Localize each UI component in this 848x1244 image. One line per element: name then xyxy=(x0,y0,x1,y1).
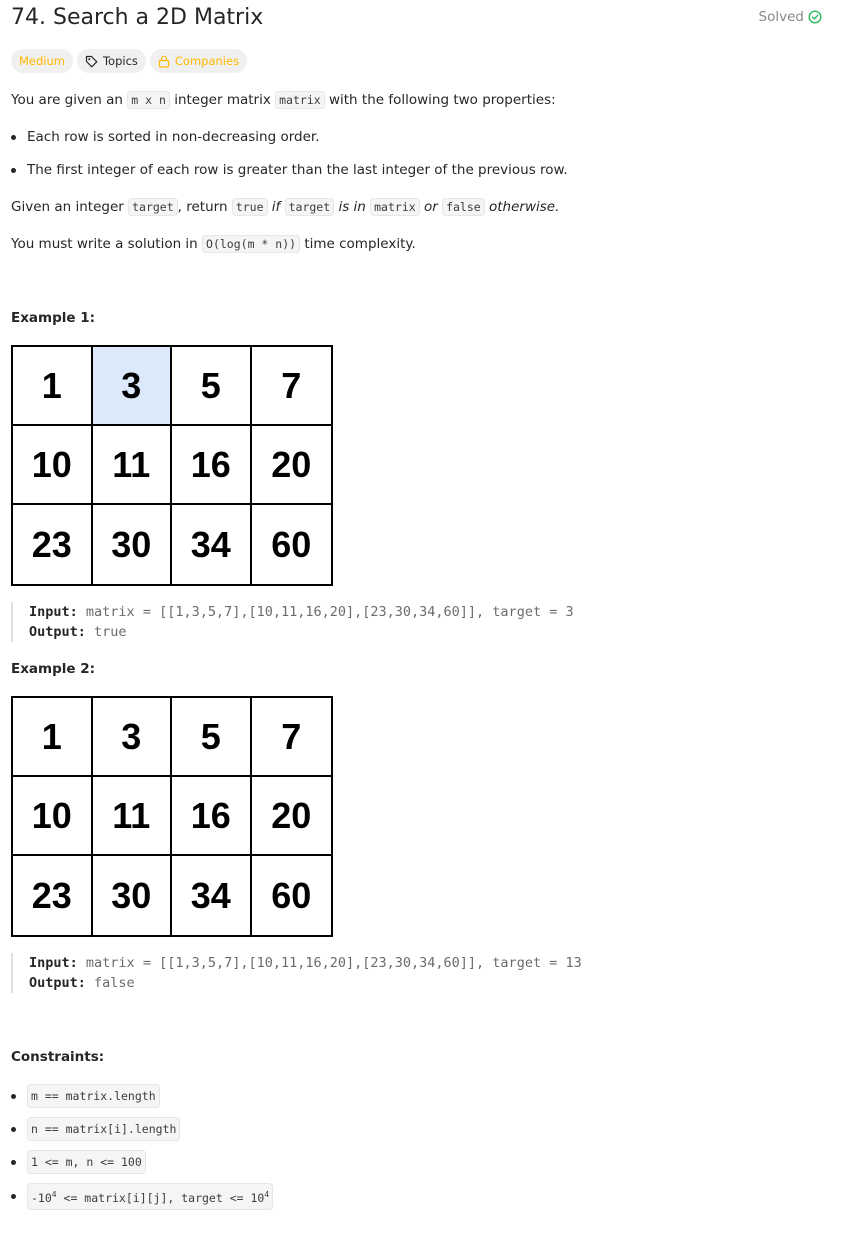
constraints-heading: Constraints: xyxy=(11,1049,105,1065)
matrix-cell: 20 xyxy=(252,777,332,856)
constraint-code: n == matrix[i].length xyxy=(27,1117,180,1141)
description-paragraph-3: You must write a solution in O(log(m * n)) time complexity. xyxy=(11,236,416,252)
difficulty-badge xyxy=(11,49,73,73)
output-value: false xyxy=(94,975,135,991)
bullet-icon xyxy=(11,168,16,173)
check-circle-icon xyxy=(808,10,822,24)
matrix-cell: 30 xyxy=(93,505,173,584)
example-2-matrix xyxy=(11,696,333,937)
constraint-code: 1 <= m, n <= 100 xyxy=(27,1150,146,1174)
matrix-cell: 20 xyxy=(252,426,332,505)
matrix-cell: 34 xyxy=(172,505,252,584)
inline-code: false xyxy=(442,198,485,216)
matrix-cell: 16 xyxy=(172,777,252,856)
tag-icon xyxy=(85,55,98,68)
matrix-cell: 11 xyxy=(93,426,173,505)
inline-code: matrix xyxy=(370,198,420,216)
problem-tags xyxy=(11,49,247,73)
matrix-cell-target: 3 xyxy=(93,347,173,426)
solved-status xyxy=(759,9,822,25)
output-value: true xyxy=(94,624,127,640)
matrix-cell: 23 xyxy=(13,505,93,584)
example-2-io xyxy=(11,953,582,993)
inline-code: target xyxy=(285,198,335,216)
matrix-cell: 30 xyxy=(93,856,173,935)
input-label: Input: xyxy=(29,955,78,971)
inline-code: m x n xyxy=(127,91,170,109)
input-value: matrix = [[1,3,5,7],[10,11,16,20],[23,30,34,60]], target = 13 xyxy=(85,955,582,971)
constraint-item xyxy=(11,1150,146,1174)
input-label: Input: xyxy=(29,604,78,620)
matrix-cell: 34 xyxy=(172,856,252,935)
constraint-item xyxy=(11,1117,180,1141)
matrix-cell: 16 xyxy=(172,426,252,505)
example-1-io xyxy=(11,602,574,642)
matrix-cell: 23 xyxy=(13,856,93,935)
matrix-cell: 3 xyxy=(93,698,173,777)
companies-label: Companies xyxy=(174,54,240,68)
description-paragraph-1: You are given an m x n integer matrix matrix with the following two properties: xyxy=(11,92,556,108)
bullet-icon xyxy=(11,1194,16,1199)
example-2-heading: Example 2: xyxy=(11,661,96,677)
output-label: Output: xyxy=(29,975,86,991)
bullet-icon xyxy=(11,135,16,140)
matrix-cell: 5 xyxy=(172,347,252,426)
inline-code: O(log(m * n)) xyxy=(202,235,300,253)
property-list-item: The first integer of each row is greater than the last integer of the previous row. xyxy=(11,160,568,180)
matrix-cell: 1 xyxy=(13,698,93,777)
inline-code: target xyxy=(128,198,178,216)
companies-button[interactable] xyxy=(150,49,247,73)
lock-icon xyxy=(158,55,170,68)
description-paragraph-2: Given an integer target , return true if target is in matrix or false otherwise. xyxy=(11,199,560,215)
matrix-cell: 10 xyxy=(13,777,93,856)
bullet-icon xyxy=(11,1160,16,1165)
bullet-icon xyxy=(11,1127,16,1132)
matrix-cell: 7 xyxy=(252,347,332,426)
example-1-matrix xyxy=(11,345,333,586)
problem-title: 74. Search a 2D Matrix xyxy=(11,5,264,30)
constraint-item xyxy=(11,1183,273,1210)
inline-code: true xyxy=(232,198,268,216)
input-value: matrix = [[1,3,5,7],[10,11,16,20],[23,30,34,60]], target = 3 xyxy=(85,604,574,620)
constraint-item xyxy=(11,1084,160,1108)
solved-label: Solved xyxy=(758,9,804,25)
matrix-cell: 11 xyxy=(93,777,173,856)
constraint-code: $-10^4$ <= matrix[i][j], target <= $10^4$ xyxy=(27,1183,273,1210)
matrix-cell: 7 xyxy=(252,698,332,777)
output-label: Output: xyxy=(29,624,86,640)
property-list-item: Each row is sorted in non-decreasing order. xyxy=(11,127,320,147)
difficulty-label: Medium xyxy=(19,54,65,68)
example-1-heading: Example 1: xyxy=(11,310,96,326)
topics-button[interactable] xyxy=(77,49,146,73)
matrix-cell: 10 xyxy=(13,426,93,505)
topics-label: Topics xyxy=(102,54,138,68)
matrix-cell: 5 xyxy=(172,698,252,777)
constraint-code: m == matrix.length xyxy=(27,1084,160,1108)
matrix-cell: 1 xyxy=(13,347,93,426)
matrix-cell: 60 xyxy=(271,874,312,916)
inline-code: matrix xyxy=(275,91,325,109)
matrix-cell: 60 xyxy=(271,523,312,565)
bullet-icon xyxy=(11,1094,16,1099)
